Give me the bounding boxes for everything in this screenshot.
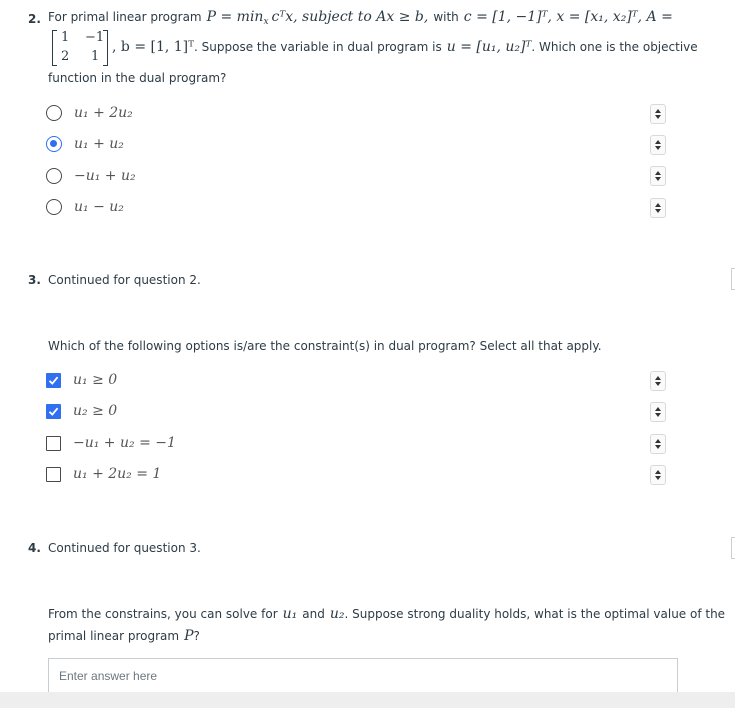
option-label: −u₁ + u₂ [74, 168, 136, 184]
q2-line1-math-p: P = min [206, 9, 264, 25]
q4-prompt-a: From the constrains, you can solve for [48, 607, 278, 621]
q2-line2-text: . Suppose the variable in dual program is [194, 40, 442, 54]
matrix-cell: 2 [61, 49, 70, 64]
side-tab[interactable] [731, 268, 735, 290]
reorder-handle-icon[interactable] [650, 434, 666, 454]
q2-line1-with: with [433, 10, 459, 24]
matrix-cell: 1 [61, 30, 70, 45]
q4-prompt-q: ? [193, 629, 200, 643]
q3-option-4[interactable] [46, 462, 161, 486]
q3-intro: Continued for question 2. [48, 273, 201, 287]
q2-line2-text2: . Which one is the objective [531, 40, 698, 54]
q4-prompt-c: primal linear program [48, 629, 180, 643]
q3-option-3[interactable] [46, 431, 176, 455]
option-label: u₁ + u₂ [74, 136, 124, 152]
checkbox[interactable] [46, 436, 61, 451]
matrix-cell: −1 [85, 30, 105, 45]
q3-prompt: Which of the following options is/are the constraint(s) in dual program? Select all that apply. [48, 339, 602, 353]
option-label: u₂ ≥ 0 [73, 403, 118, 419]
q2-line1-math-defs: c = [1, −1]ᵀ, x = [x₁, x₂]ᵀ, A = [463, 9, 673, 25]
q3-option-1[interactable] [46, 368, 117, 392]
matrix-left-bracket [52, 30, 57, 66]
checkbox-checked[interactable] [46, 404, 61, 419]
reorder-handle-icon[interactable] [650, 465, 666, 485]
checkbox-checked[interactable] [46, 373, 61, 388]
q2-line1-math-obj: cᵀx, subject to Ax ≥ b, [271, 9, 429, 25]
q2-option-1[interactable] [46, 101, 133, 125]
q4-prompt-line2 [48, 628, 200, 644]
q2-line2-math-u: u = [u₁, u₂]ᵀ [446, 39, 532, 55]
radio-button[interactable] [46, 199, 62, 215]
q4-prompt-line1 [48, 606, 725, 622]
q4-prompt-u2: u₂ [329, 606, 345, 622]
q3-option-2[interactable] [46, 399, 117, 423]
q4-prompt-p: P [184, 628, 194, 644]
question-number-2: 2. [28, 12, 41, 26]
reorder-handle-icon[interactable] [650, 135, 666, 155]
q2-line1-text: For primal linear program [48, 10, 202, 24]
question-number-3: 3. [28, 273, 41, 287]
radio-button-selected[interactable] [46, 136, 62, 152]
matrix-a [52, 28, 108, 68]
radio-button[interactable] [46, 105, 62, 121]
q2-line2 [112, 39, 698, 59]
answer-input[interactable] [59, 669, 659, 683]
q2-line1-sub: x [263, 17, 269, 27]
q4-prompt-and: and [302, 607, 325, 621]
option-label: −u₁ + u₂ = −1 [73, 435, 176, 451]
reorder-handle-icon[interactable] [650, 104, 666, 124]
q2-option-2[interactable] [46, 132, 124, 156]
q2-line2-math-b: , b = [1, 1]ᵀ [112, 39, 195, 55]
option-label: u₁ + 2u₂ = 1 [73, 466, 162, 482]
reorder-handle-icon[interactable] [650, 198, 666, 218]
q2-line3: function in the dual program? [48, 71, 227, 85]
q4-intro: Continued for question 3. [48, 541, 201, 555]
reorder-handle-icon[interactable] [650, 371, 666, 391]
q4-prompt-u1: u₁ [282, 606, 298, 622]
q2-option-3[interactable] [46, 164, 136, 188]
option-label: u₁ + 2u₂ [74, 105, 133, 121]
reorder-handle-icon[interactable] [650, 402, 666, 422]
reorder-handle-icon[interactable] [650, 166, 666, 186]
option-label: u₁ − u₂ [74, 199, 124, 215]
footer-bar [0, 692, 735, 708]
q4-prompt-b: . Suppose strong duality holds, what is the optimal value of the [344, 607, 726, 621]
side-tab[interactable] [731, 537, 735, 559]
checkbox[interactable] [46, 467, 61, 482]
question-number-4: 4. [28, 541, 41, 555]
radio-button[interactable] [46, 168, 62, 184]
q2-line1 [48, 9, 673, 29]
matrix-cell: 1 [91, 49, 100, 64]
q2-option-4[interactable] [46, 195, 124, 219]
option-label: u₁ ≥ 0 [73, 372, 118, 388]
